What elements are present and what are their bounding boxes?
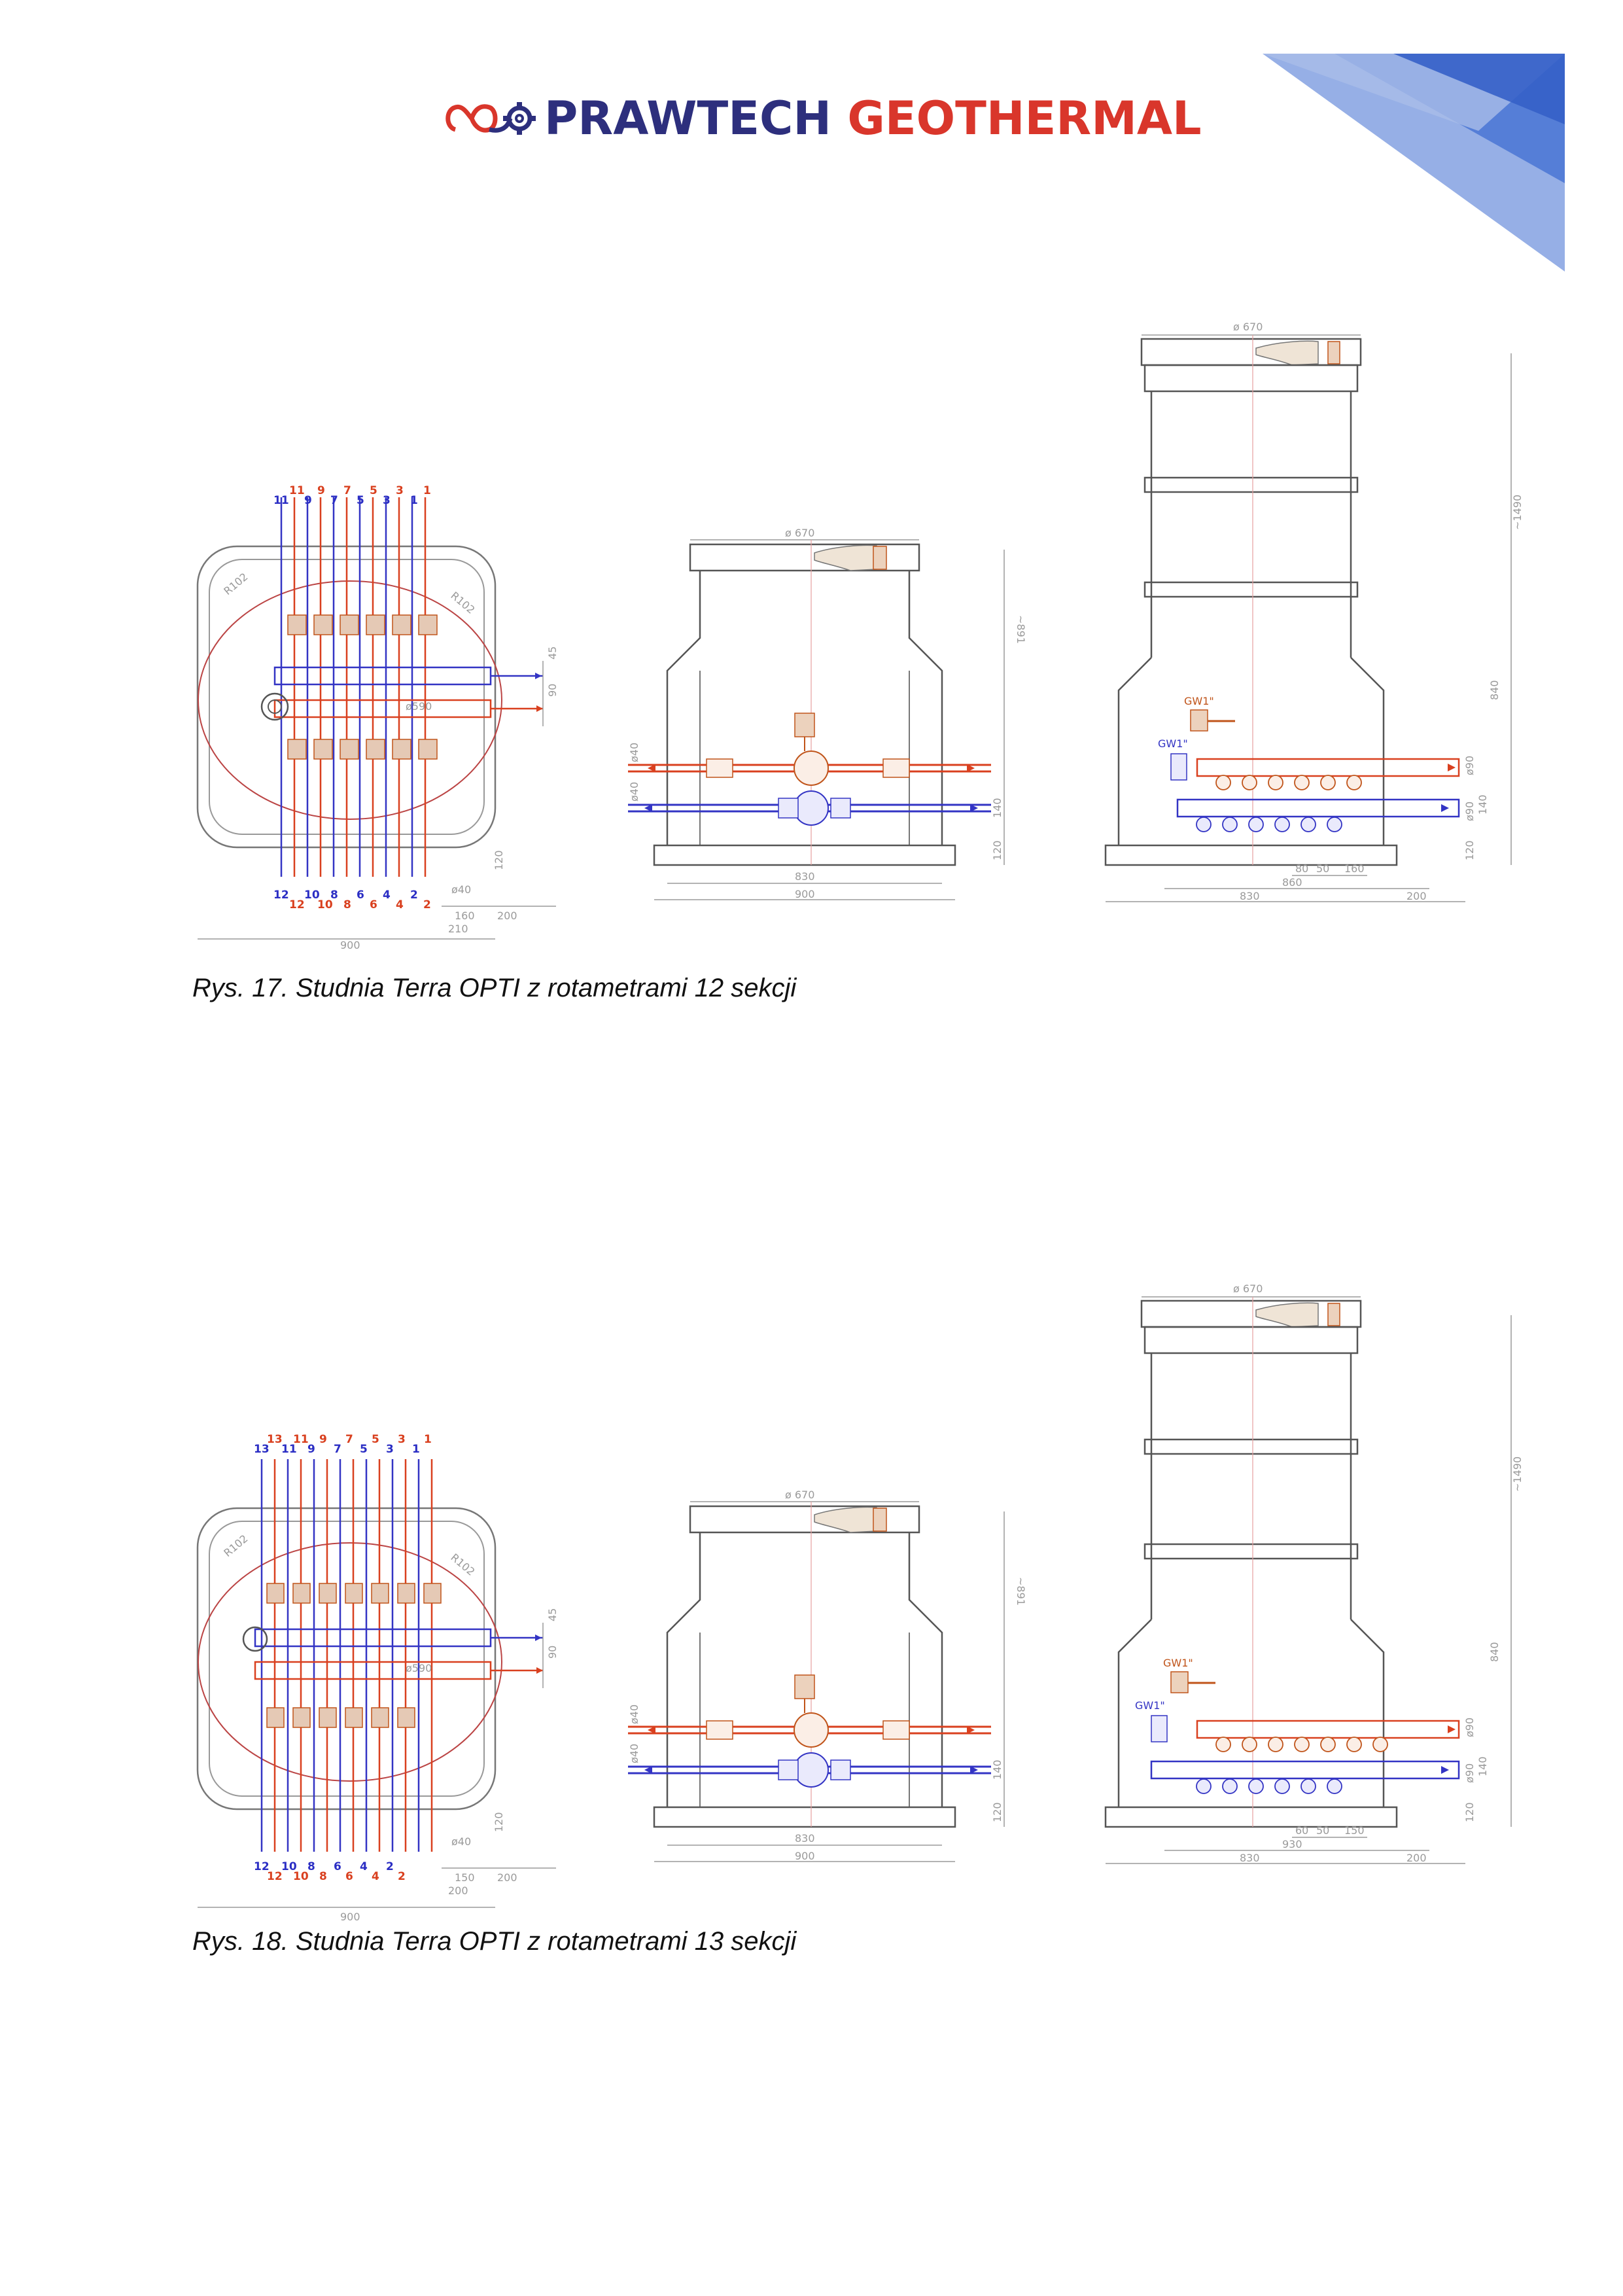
mid-top-dim: ø 670: [785, 527, 815, 539]
plan-d200: 200: [497, 1871, 517, 1884]
brand-name: [544, 92, 1202, 145]
section-number-top-blue: 9: [304, 494, 312, 507]
section-number-top-blue: 7: [330, 494, 338, 507]
mid-p1: ø40: [628, 1704, 640, 1724]
plan-d900: 900: [340, 939, 360, 951]
section-number-bottom-red: 6: [370, 898, 377, 911]
figure-17-drawing: [190, 314, 1524, 951]
right-d90a: ø90: [1463, 1717, 1476, 1737]
section-number-top-blue: 3: [386, 1443, 394, 1456]
section-number-bottom-red: 12: [267, 1870, 283, 1883]
right-d90b: ø90: [1463, 801, 1476, 821]
right-d90b: ø90: [1463, 1763, 1476, 1783]
right-s80: 80: [1295, 862, 1309, 875]
right-gw1: GW1": [1163, 1657, 1193, 1669]
mid-d120: 120: [991, 840, 1003, 860]
section-number-top-blue: 9: [307, 1443, 315, 1456]
mid-p2: ø40: [628, 781, 640, 802]
right-s80: 60: [1295, 1824, 1309, 1837]
right-s50: 50: [1316, 1824, 1330, 1837]
mid-top-dim: ø 670: [785, 1489, 815, 1501]
plan-d90: 90: [546, 1645, 559, 1659]
plan-d45: 45: [546, 646, 559, 660]
right-s160: 150: [1344, 1824, 1365, 1837]
right-w860: 860: [1282, 876, 1302, 889]
plan-d210: 210: [448, 923, 468, 935]
right-h840: 840: [1488, 680, 1501, 700]
right-gw2: GW1": [1158, 737, 1188, 750]
section-number-top-red: 13: [267, 1433, 283, 1446]
section-number-bottom-red: 2: [423, 898, 431, 911]
section-number-top-blue: 11: [281, 1443, 297, 1456]
section-number-bottom-blue: 6: [357, 889, 364, 902]
section-view-middle: [628, 1489, 1027, 1862]
plan-d160: 160: [455, 910, 475, 922]
coil-gear-logo-icon: [442, 96, 540, 141]
right-top-dim: ø 670: [1233, 321, 1263, 333]
mid-w830: 830: [795, 870, 815, 883]
section-number-bottom-blue: 10: [281, 1860, 297, 1873]
plan-d90: 90: [546, 683, 559, 697]
section-number-bottom-blue: 4: [383, 889, 391, 902]
mid-p2: ø40: [628, 1743, 640, 1763]
mid-p1: ø40: [628, 742, 640, 762]
section-number-bottom-red: 4: [396, 898, 404, 911]
section-number-top-red: 1: [423, 484, 431, 497]
plan-d120: 120: [493, 850, 505, 870]
mid-d140: 140: [991, 798, 1003, 818]
mid-d140: 140: [991, 1759, 1003, 1780]
section-number-top-blue: 1: [412, 1443, 420, 1456]
section-number-top-blue: 7: [334, 1443, 341, 1456]
right-top-dim: ø 670: [1233, 1282, 1263, 1295]
right-d140: 140: [1476, 794, 1489, 815]
right-w830: 830: [1240, 1852, 1260, 1864]
section-number-top-red: 7: [343, 484, 351, 497]
plan-r2: R102: [448, 1551, 478, 1578]
right-d90a: ø90: [1463, 755, 1476, 775]
section-number-bottom-blue: 4: [360, 1860, 368, 1873]
section-number-bottom-blue: 2: [410, 889, 418, 902]
section-number-top-red: 7: [345, 1433, 353, 1446]
plan-d40: ø40: [451, 1835, 472, 1848]
section-number-top-blue: 13: [254, 1443, 270, 1456]
plan-d900: 900: [340, 1911, 360, 1923]
section-number-top-red: 9: [319, 1433, 327, 1446]
mid-height: ~891: [1015, 615, 1027, 644]
section-number-bottom-red: 8: [319, 1870, 327, 1883]
section-number-bottom-red: 10: [293, 1870, 309, 1883]
plan-view: [198, 1433, 559, 1923]
right-d140: 140: [1476, 1756, 1489, 1776]
plan-d590: ø590: [406, 700, 432, 713]
plan-r2: R102: [448, 589, 478, 616]
brand-name-part1: PRAWTECH: [544, 92, 831, 145]
plan-r1: R102: [221, 570, 251, 598]
section-number-top-red: 1: [424, 1433, 432, 1446]
section-number-top-blue: 5: [357, 494, 364, 507]
section-view-middle: [628, 527, 1027, 900]
section-number-top-blue: 5: [360, 1443, 368, 1456]
plan-d120: 120: [493, 1812, 505, 1832]
section-number-bottom-blue: 2: [386, 1860, 394, 1873]
section-number-bottom-blue: 8: [330, 889, 338, 902]
right-d120: 120: [1463, 840, 1476, 860]
section-number-top-red: 11: [289, 484, 305, 497]
section-number-bottom-blue: 12: [273, 889, 289, 902]
section-number-bottom-red: 8: [343, 898, 351, 911]
figure-18-drawing: [190, 1276, 1524, 1924]
mid-height: ~891: [1015, 1577, 1027, 1606]
right-d120: 120: [1463, 1802, 1476, 1822]
section-number-top-red: 5: [372, 1433, 379, 1446]
section-number-top-red: 5: [370, 484, 377, 497]
figure-17-caption: Rys. 17. Studnia Terra OPTI z rotametrami 12 sekcji: [192, 974, 797, 1002]
plan-d160: 150: [455, 1871, 475, 1884]
right-s50: 50: [1316, 862, 1330, 875]
right-w860: 930: [1282, 1838, 1302, 1850]
section-number-top-red: 3: [396, 484, 404, 497]
right-w200: 200: [1406, 890, 1427, 902]
section-number-bottom-red: 12: [289, 898, 305, 911]
right-s160: 160: [1344, 862, 1365, 875]
right-gw1: GW1": [1184, 695, 1214, 707]
section-number-top-blue: 11: [273, 494, 289, 507]
mid-w830: 830: [795, 1832, 815, 1845]
section-number-top-red: 3: [398, 1433, 406, 1446]
plan-r1: R102: [221, 1532, 251, 1560]
section-number-bottom-blue: 6: [334, 1860, 341, 1873]
right-height: ~1490: [1511, 494, 1524, 530]
brand-name-part2: GEOTHERMAL: [847, 92, 1202, 145]
section-number-top-red: 9: [317, 484, 325, 497]
section-number-bottom-blue: 10: [304, 889, 320, 902]
brand-logo: [442, 82, 1202, 154]
figure-18-caption: Rys. 18. Studnia Terra OPTI z rotametrami 13 sekcji: [192, 1927, 797, 1956]
section-view-right: [1106, 1282, 1524, 1864]
right-h840: 840: [1488, 1642, 1501, 1662]
page-header: [0, 0, 1623, 157]
plan-d590: ø590: [406, 1662, 432, 1674]
plan-d210: 200: [448, 1884, 468, 1897]
plan-d40: ø40: [451, 883, 472, 896]
section-number-bottom-red: 2: [398, 1870, 406, 1883]
right-height: ~1490: [1511, 1456, 1524, 1492]
section-number-top-blue: 1: [410, 494, 418, 507]
plan-view: [198, 484, 559, 951]
section-number-bottom-red: 10: [317, 898, 333, 911]
mid-w900: 900: [795, 1850, 815, 1862]
right-gw2: GW1": [1135, 1699, 1165, 1712]
section-number-bottom-red: 6: [345, 1870, 353, 1883]
right-w200: 200: [1406, 1852, 1427, 1864]
section-number-top-red: 11: [293, 1433, 309, 1446]
plan-d200: 200: [497, 910, 517, 922]
section-number-bottom-blue: 12: [254, 1860, 270, 1873]
section-view-right: [1106, 321, 1524, 902]
mid-d120: 120: [991, 1802, 1003, 1822]
section-number-bottom-red: 4: [372, 1870, 379, 1883]
plan-d45: 45: [546, 1608, 559, 1621]
right-w830: 830: [1240, 890, 1260, 902]
section-number-bottom-blue: 8: [307, 1860, 315, 1873]
section-number-top-blue: 3: [383, 494, 391, 507]
mid-w900: 900: [795, 888, 815, 900]
